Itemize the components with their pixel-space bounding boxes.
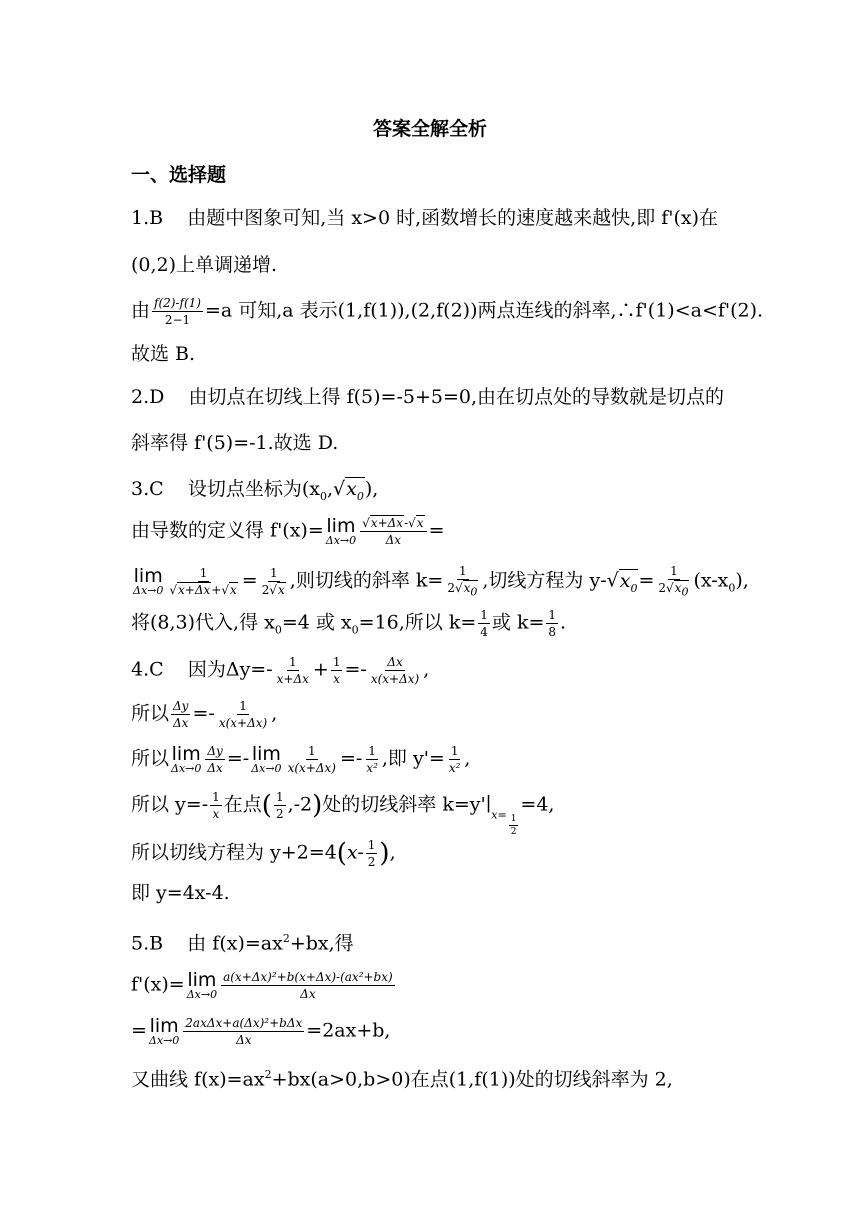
text-segment: , — [464, 747, 471, 770]
text-segment: = — [241, 569, 258, 592]
text-segment: =4, — [520, 793, 555, 816]
page-title: 答案全解全析 — [372, 118, 487, 140]
text-segment: ,即 y'= — [381, 747, 445, 770]
limit — [133, 564, 164, 597]
fraction — [447, 744, 463, 775]
answer-2-line-1 — [131, 385, 724, 409]
fraction-numerator: 1 — [275, 790, 284, 804]
text-segment: , — [423, 658, 430, 681]
subscript: 0 — [470, 585, 478, 599]
text-segment: ), — [735, 569, 749, 592]
fraction-denominator: x(x+Δx) — [370, 672, 420, 686]
fraction-denominator: 2 — [275, 807, 284, 821]
fraction-numerator: 1 — [307, 744, 316, 758]
fraction — [509, 814, 519, 837]
subscript: 0 — [630, 581, 638, 595]
text-segment: =- — [226, 747, 250, 770]
fraction-denominator: x² — [366, 761, 378, 775]
answer-3-line-3: lim Δx→0 $\frac{1}{√x+\Delta x+√x}$ = $\frac{1}{2√x}$ ,则切线的斜率 k= $\frac{1}{2√x_0}$ ,切线方程为 $y-√x_0=$ $\frac{1}{2√x_0}$ $(x-x_0)$, — [133, 564, 749, 599]
answer-1-line-4: 故选 B. — [131, 343, 196, 365]
text-segment: =- — [339, 747, 363, 770]
fraction-numerator: 1 — [269, 566, 278, 581]
text-segment: 2 — [447, 581, 455, 595]
sqrt-radicand: x — [278, 583, 285, 598]
fraction-denominator: x — [333, 672, 341, 686]
text-segment: (x-x — [693, 569, 729, 592]
fraction-denominator: Δx — [173, 716, 189, 730]
sqrt-radicand: x+Δx — [370, 516, 404, 530]
answer-1-line-1 — [131, 206, 718, 230]
answer-4-line-3 — [131, 744, 470, 775]
fraction-numerator: 1 — [332, 655, 341, 669]
fraction — [546, 608, 558, 639]
text-segment: x — [619, 569, 631, 592]
fraction — [183, 1016, 304, 1047]
subscript: 0 — [274, 623, 282, 637]
fraction — [217, 699, 269, 730]
limit-word: lim — [149, 1014, 179, 1037]
fraction-denominator: √x+Δx+√x — [169, 583, 237, 598]
text-segment: 或 k= — [491, 611, 545, 634]
fraction-numerator: 2axΔx+a(Δx)²+bΔx — [185, 1016, 303, 1030]
sqrt-radicand — [463, 580, 479, 599]
section-heading: 一、选择题 — [131, 164, 227, 186]
fraction-denominator: 2 — [367, 855, 376, 869]
answer-4-line-4 — [131, 790, 554, 837]
fraction — [210, 790, 222, 821]
text-segment: 所以 — [131, 702, 170, 725]
fraction-numerator: Δx — [387, 655, 403, 669]
superscript: 2 — [264, 1068, 272, 1081]
answer-5-line-3 — [131, 1016, 390, 1047]
fraction-denominator: Δx — [207, 761, 223, 775]
fraction — [171, 699, 190, 730]
limit — [148, 1014, 180, 1047]
answer-5-line-4 — [131, 1063, 673, 1091]
answer-4-line-1 — [131, 655, 429, 686]
fraction — [205, 744, 224, 775]
limit-subscript: Δx→0 — [148, 1033, 180, 1047]
answer-2-label: 2.D — [131, 386, 165, 408]
text-segment: 设切点坐标为(x — [187, 478, 320, 500]
fraction-denominator: 2 — [510, 826, 517, 837]
answer-5-label: 5.B — [131, 932, 164, 955]
text-segment: 2 — [658, 581, 667, 595]
text-segment: 又曲线 f(x)=ax — [131, 1068, 265, 1091]
fraction-denominator: x+Δx — [276, 672, 309, 686]
text-segment: =- — [192, 702, 215, 725]
subscript: 0 — [681, 585, 689, 599]
text-segment: 所以切线方程为 y+2=4 — [131, 841, 337, 864]
fraction-numerator: 1 — [212, 790, 220, 804]
fraction-numerator: 1 — [480, 608, 488, 622]
fraction — [274, 790, 286, 821]
answer-1-label: 1.B — [131, 207, 164, 229]
text-segment: = — [638, 569, 655, 592]
text-segment: =- — [344, 658, 367, 681]
fraction-denominator: x(x+Δx) — [218, 716, 268, 730]
fraction-numerator: f(2)-f(1) — [154, 296, 201, 310]
fraction-numerator: Δy — [207, 744, 223, 758]
text-segment: , — [326, 478, 334, 500]
text-segment: x — [346, 478, 357, 500]
sqrt-radicand: x — [416, 516, 424, 530]
answer-3-line-1: 3.C 设切点坐标为$(x_0,√x_0)$, — [131, 478, 379, 503]
limit-word: lim — [251, 742, 281, 765]
fraction — [221, 970, 395, 1001]
text-segment: 在点 — [223, 793, 262, 816]
fraction — [167, 566, 239, 597]
text-segment: , — [271, 702, 278, 725]
limit — [325, 514, 357, 547]
fraction-denominator: $2√x_0$ — [658, 581, 689, 599]
text-segment: =4 或 x — [281, 611, 352, 634]
text-segment: = — [428, 519, 445, 542]
answer-4-label: 4.C — [131, 658, 164, 681]
fraction — [275, 655, 311, 686]
answer-4-line-5 — [131, 838, 396, 869]
text-segment: 由 — [131, 299, 151, 322]
fraction — [369, 655, 421, 686]
sqrt-radicand — [674, 580, 690, 599]
fraction-denominator: $2√x_0$ — [447, 581, 478, 599]
fraction-numerator: √x+Δx-√x — [360, 516, 426, 532]
text-segment: ,-2 — [287, 793, 313, 816]
limit-word: lim — [187, 968, 217, 991]
fraction-numerator: 1 — [548, 608, 557, 622]
limit-word: lim — [133, 564, 163, 587]
fraction — [366, 838, 378, 869]
text-segment: =a 可知,a 表示(1,f(1)),(2,f(2))两点连线的斜率,∴f'(1)<a<f'(2). — [204, 299, 764, 322]
fraction-denominator: Δx — [385, 533, 402, 547]
fraction-denominator: x(x+Δx) — [287, 761, 336, 775]
fraction-numerator: 1 — [450, 744, 459, 758]
fraction-numerator: 1 — [199, 566, 208, 581]
answer-3-line-4 — [131, 608, 566, 642]
answer-1-line-3 — [131, 296, 763, 327]
text-segment: +bx(a>0,b>0)在点(1,f(1))处的切线斜率为 2, — [271, 1068, 673, 1091]
text-segment: - — [404, 516, 409, 530]
subscript: 0 — [351, 623, 359, 637]
answer-5-line-2 — [131, 970, 397, 1001]
text-segment: x — [463, 581, 471, 595]
fraction-denominator: 4 — [480, 625, 488, 639]
answer-5-line-1 — [131, 927, 354, 955]
text-segment: 所以 — [131, 747, 170, 770]
fraction-numerator: 1 — [367, 838, 376, 852]
fraction — [286, 744, 338, 775]
fraction — [364, 744, 380, 775]
sqrt-radicand: x+Δx — [178, 583, 211, 598]
fraction-numerator: 1 — [368, 744, 376, 758]
sqrt-radicand: x — [230, 583, 237, 598]
limit-subscript: Δx→0 — [133, 583, 164, 597]
text-segment: 2 — [261, 583, 270, 598]
text-segment: 将(8,3)代入,得 x — [131, 611, 275, 634]
fraction — [331, 655, 343, 686]
text-segment: =2ax+b, — [306, 1019, 391, 1042]
answer-3-line-2 — [131, 516, 444, 547]
fraction-denominator: x² — [448, 761, 461, 775]
answer-2-line-2: 斜率得 f'(5)=-1.故选 D. — [131, 432, 339, 454]
limit-word: lim — [171, 742, 201, 765]
fraction-denominator: 2√x — [261, 583, 285, 598]
limit-subscript: Δx→0 — [251, 761, 282, 775]
fraction-denominator: Δx — [236, 1033, 252, 1047]
text-segment: . — [560, 611, 567, 634]
fraction-numerator: 1 — [288, 655, 297, 669]
text-segment: + — [312, 658, 329, 681]
fraction — [260, 566, 288, 597]
answer-4-line-6: 即 y=4x-4. — [131, 882, 230, 904]
sqrt-radicand — [619, 569, 639, 595]
text-segment: ,则切线的斜率 k= — [289, 569, 444, 592]
left-paren: ( — [336, 838, 347, 869]
right-paren: ) — [379, 838, 390, 869]
text-segment: f'(x)= — [131, 973, 185, 996]
fraction-denominator: x — [212, 807, 220, 821]
fraction-numerator: 1 — [510, 813, 517, 824]
fraction — [360, 516, 426, 547]
eval-subscript: x= — [491, 808, 507, 822]
text-segment: +bx,得 — [289, 932, 354, 955]
answer-1-line-2: (0,2)上单调递增. — [131, 254, 278, 276]
fraction — [478, 608, 490, 639]
sqrt-radicand — [345, 477, 365, 503]
fraction-numerator: Δy — [173, 699, 189, 713]
text-segment: + — [211, 583, 222, 598]
limit — [251, 742, 282, 775]
answer-4-line-2 — [131, 699, 277, 730]
fraction-numerator: 1 — [459, 564, 467, 578]
text-segment: x — [674, 581, 682, 595]
limit-word: lim — [326, 514, 356, 537]
text-segment: 所以 y=- — [131, 793, 209, 816]
text-segment: 因为Δy=- — [187, 658, 273, 681]
subscript: 0 — [728, 581, 736, 595]
limit — [186, 968, 218, 1001]
fraction — [152, 296, 203, 327]
text-segment: ,切线方程为 y- — [482, 569, 607, 592]
limit — [171, 742, 202, 775]
fraction — [445, 564, 480, 599]
answer-3-label: 3.C — [131, 478, 164, 500]
text-segment: =16,所以 k= — [358, 611, 477, 634]
fraction-numerator: a(x+Δx)²+b(x+Δx)-(ax²+bx) — [223, 970, 393, 984]
text-segment: ), — [364, 478, 379, 500]
answer-1-text: 由题中图象可知,当 x>0 时,函数增长的速度越来越快,即 f'(x)在 — [187, 207, 719, 229]
fraction-denominator: Δx — [300, 987, 316, 1001]
text-segment: = — [131, 1019, 147, 1042]
fraction-denominator: 2−1 — [164, 313, 191, 327]
fraction-denominator: 8 — [548, 625, 557, 639]
text-segment: 由导数的定义得 f'(x)= — [131, 519, 324, 542]
right-paren: ) — [312, 790, 323, 821]
text-segment: 由 f(x)=ax — [187, 932, 283, 955]
limit-subscript: Δx→0 — [325, 533, 357, 547]
subscript: 0 — [356, 489, 364, 503]
text-segment: x- — [346, 841, 364, 864]
text-segment: , — [389, 841, 396, 864]
limit-subscript: Δx→0 — [186, 987, 218, 1001]
subscript: 0 — [319, 489, 327, 503]
limit-subscript: Δx→0 — [171, 761, 202, 775]
text-segment: 处的切线斜率 k=y'∣ — [322, 793, 492, 816]
fraction-numerator: 1 — [239, 699, 247, 713]
superscript: 2 — [282, 932, 290, 945]
fraction — [656, 564, 691, 599]
left-paren: ( — [261, 790, 272, 821]
fraction-numerator: 1 — [670, 564, 678, 578]
text-segment: 由切点在切线上得 f(5)=-5+5=0,由在切点处的导数就是切点的 — [188, 386, 725, 408]
